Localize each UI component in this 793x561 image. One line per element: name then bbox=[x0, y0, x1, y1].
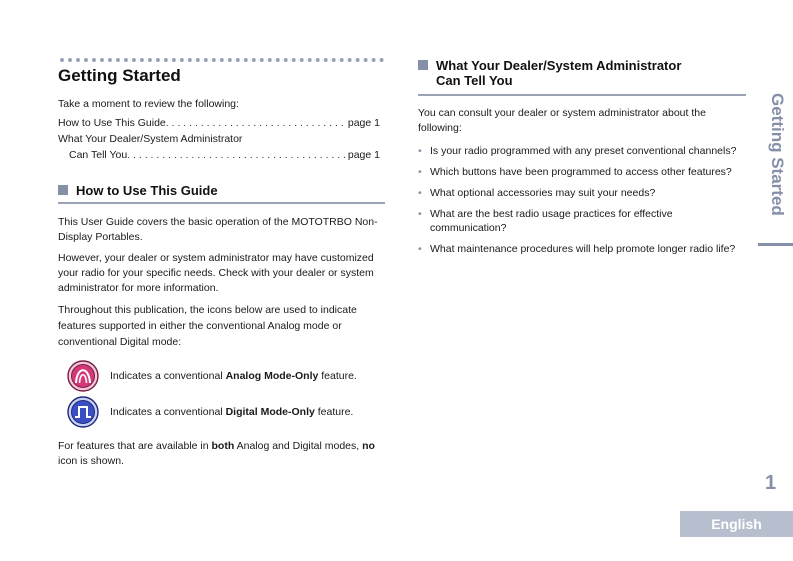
language-tab: English bbox=[680, 511, 793, 537]
analog-caption: Indicates a conventional Analog Mode-Only feature. bbox=[110, 370, 357, 382]
toc-entry-how-to-use[interactable]: How to Use This Guide . . . page 1 bbox=[58, 115, 380, 131]
para-customized: However, your dealer or system administrator may have customized your radio for your specific needs. Check with your dealer or system administrator for more information. bbox=[58, 252, 374, 294]
digital-mode-icon bbox=[67, 396, 99, 428]
para-guide-covers: This User Guide covers the basic operation of the MOTOTRBO Non-Display Portables. bbox=[58, 216, 378, 243]
chapter-side-tab: Getting Started bbox=[768, 93, 787, 216]
page-title: Getting Started bbox=[58, 66, 181, 85]
section-heading-how-to-use: How to Use This Guide bbox=[58, 183, 384, 198]
analog-row bbox=[67, 360, 357, 392]
section-rule bbox=[418, 94, 746, 96]
digital-row bbox=[67, 396, 353, 428]
dealer-intro: You can consult your dealer or system administrator about the following: bbox=[418, 107, 706, 134]
list-item: • What optional accessories may suit your needs? bbox=[418, 186, 748, 200]
section-rule bbox=[58, 202, 385, 204]
dealer-questions-list bbox=[418, 144, 748, 263]
list-item: • Which buttons have been programmed to access other features? bbox=[418, 165, 748, 179]
section-square-icon bbox=[418, 60, 428, 70]
top-dotted-rule bbox=[60, 58, 384, 62]
toc-entry-dealer[interactable]: What Your Dealer/System Administrator Can Tell You . . . page 1 bbox=[58, 131, 380, 163]
page-number: 1 bbox=[765, 472, 777, 494]
list-item: • What maintenance procedures will help promote longer radio life? bbox=[418, 242, 748, 256]
list-item: • Is your radio programmed with any preset conventional channels? bbox=[418, 144, 748, 158]
para-icons: Throughout this publication, the icons below are used to indicate features supported in either the conventional Analog mode or conventional Digital mode: bbox=[58, 304, 357, 348]
section-square-icon bbox=[58, 185, 68, 195]
list-item: • What are the best radio usage practices for effective communication? bbox=[418, 207, 748, 235]
digital-caption: Indicates a conventional Digital Mode-Only feature. bbox=[110, 406, 354, 418]
section-heading-dealer: What Your Dealer/System Administrator Can Tell You bbox=[418, 58, 748, 88]
toc-list bbox=[58, 97, 380, 163]
para-both-modes: For features that are available in both Analog and Digital modes, no icon is shown. bbox=[58, 440, 375, 467]
analog-mode-icon bbox=[67, 360, 99, 392]
side-tab-rule bbox=[758, 243, 793, 246]
toc-intro: Take a moment to review the following: bbox=[58, 98, 239, 110]
